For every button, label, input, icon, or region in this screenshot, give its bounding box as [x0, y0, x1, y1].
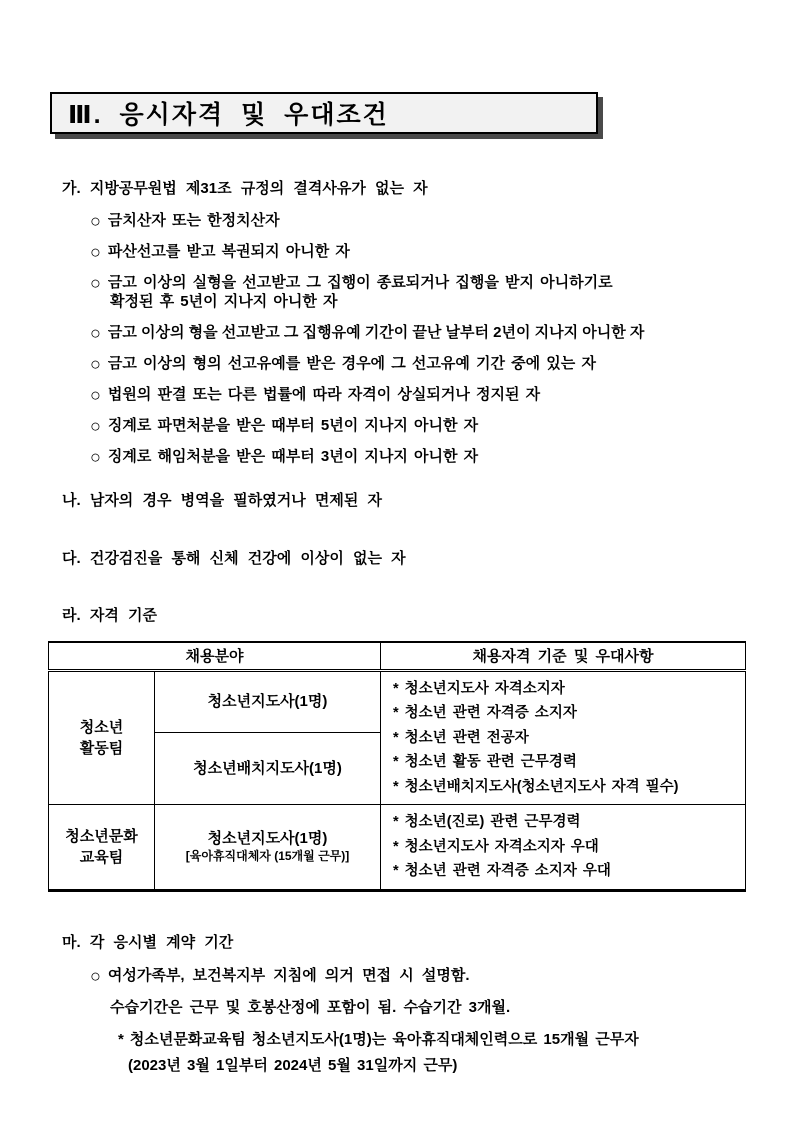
qualification-cell [381, 670, 746, 805]
disqualification-list [90, 210, 745, 468]
heading-na: 나. 남자의 경우 병역을 필하였거나 면제된 자 [62, 492, 382, 509]
circle-bullet-icon: ○ [90, 965, 101, 986]
circle-bullet-icon: ○ [90, 354, 101, 374]
qualification-item: * 청소년 관련 자격증 소지자 우대 [393, 863, 611, 879]
team-name-line: 활동팀 [79, 739, 124, 757]
table-header-row [49, 642, 746, 670]
list-item [90, 210, 745, 232]
position-cell: 청소년배치지도사(1명) [155, 733, 381, 805]
circle-bullet-icon: ○ [90, 242, 101, 262]
replacement-note [118, 1029, 745, 1051]
heading-ga: 가. 지방공무원법 제31조 규정의 결격사유가 없는 자 [62, 180, 428, 197]
contract-period-list [90, 965, 745, 987]
qualification-item: * 청소년지도사 자격소지자 우대 [393, 838, 599, 855]
list-item [90, 415, 745, 437]
circle-bullet-icon: ○ [90, 385, 101, 405]
header-criteria: 채용자격 기준 및 우대사항 [381, 642, 746, 670]
qualification-item: * 청소년배치지도사(청소년지도사 자격 필수) [393, 778, 679, 795]
list-item-text: 파산선고를 받고 복권되지 아니한 자 [107, 243, 350, 260]
qualification-table [48, 641, 746, 892]
team-cell-culture [49, 805, 155, 891]
heading-da: 다. 건강검진을 통해 신체 건강에 이상이 없는 자 [62, 550, 406, 567]
work-period-note: (2023년 3월 1일부터 2024년 5월 31일까지 근무) [128, 1056, 458, 1074]
table-row [49, 805, 746, 891]
replacement-note-text: 청소년문화교육팀 청소년지도사(1명)는 육아휴직대체인력으로 15개월 근무자 [129, 1030, 639, 1048]
heading-ma: 마. 각 응시별 계약 기간 [62, 933, 234, 951]
list-item-text: 징계로 파면처분을 받은 때부터 5년이 지나지 아니한 자 [107, 417, 479, 434]
position-title: 청소년지도사(1명) [207, 830, 328, 848]
list-item [90, 353, 745, 375]
qualification-item: * 청소년지도사 자격소지자 [393, 680, 565, 697]
asterisk-bullet-icon: * [118, 1030, 124, 1048]
position-note: [육아휴직대체자 (15개월 근무)] [185, 849, 350, 864]
qualification-item: * 청소년 관련 전공자 [393, 729, 529, 746]
list-item-continuation [90, 291, 745, 313]
section-title-box [50, 92, 598, 134]
team-cell-activity [49, 670, 155, 805]
list-item-text: 금치산자 또는 한정치산자 [107, 212, 280, 229]
qualification-item: * 청소년(진로) 관련 근무경력 [393, 814, 581, 830]
list-item [90, 446, 745, 468]
circle-bullet-icon: ○ [90, 323, 101, 343]
list-item-text: 금고 이상의 형의 선고유예를 받은 경우에 그 선고유예 기간 중에 있는 자 [107, 355, 596, 372]
qualification-item: * 청소년 활동 관련 근무경력 [393, 754, 577, 770]
list-item-text: 법원의 판결 또는 다른 법률에 따라 자격이 상실되거나 정지된 자 [107, 386, 541, 403]
document-content [0, 92, 793, 1077]
qualification-item: * 청소년 관련 자격증 소지자 [393, 705, 577, 721]
section-title: Ⅲ. 응시자격 및 우대조건 [68, 101, 389, 129]
list-item [90, 384, 745, 406]
heading-ra: 라. 자격 기준 [62, 607, 157, 624]
list-item-text: 징계로 해임처분을 받은 때부터 3년이 지나지 아니한 자 [107, 448, 479, 465]
list-item-text: 금고 이상의 실형을 선고받고 그 집행이 종료되거나 집행을 받지 아니하기로 [107, 274, 613, 291]
list-item [90, 965, 745, 987]
circle-bullet-icon: ○ [90, 447, 101, 467]
circle-bullet-icon: ○ [90, 273, 101, 293]
list-item-text: 여성가족부, 보건복지부 지침에 의거 면접 시 설명함. [107, 966, 470, 984]
list-item-text: 확정된 후 5년이 지나지 아니한 자 [110, 293, 338, 310]
team-name-line: 교육팀 [79, 848, 124, 866]
qualification-cell [381, 805, 746, 891]
position-cell: 청소년지도사(1명) [155, 670, 381, 733]
position-cell [155, 805, 381, 891]
circle-bullet-icon: ○ [90, 211, 101, 231]
team-name-line: 청소년문화 [65, 827, 138, 845]
list-item-text: 금고 이상의 형을 선고받고 그 집행유예 기간이 끝난 날부터 2년이 지나지 아니한 자 [107, 324, 645, 341]
probation-note: 수습기간은 근무 및 호봉산정에 포함이 됨. 수습기간 3개월. [110, 998, 511, 1016]
circle-bullet-icon: ○ [90, 416, 101, 436]
team-name-line: 청소년 [79, 718, 124, 736]
list-item [90, 322, 745, 344]
list-item [90, 241, 745, 263]
table-row [49, 670, 746, 733]
header-recruitment-field: 채용분야 [49, 642, 381, 670]
